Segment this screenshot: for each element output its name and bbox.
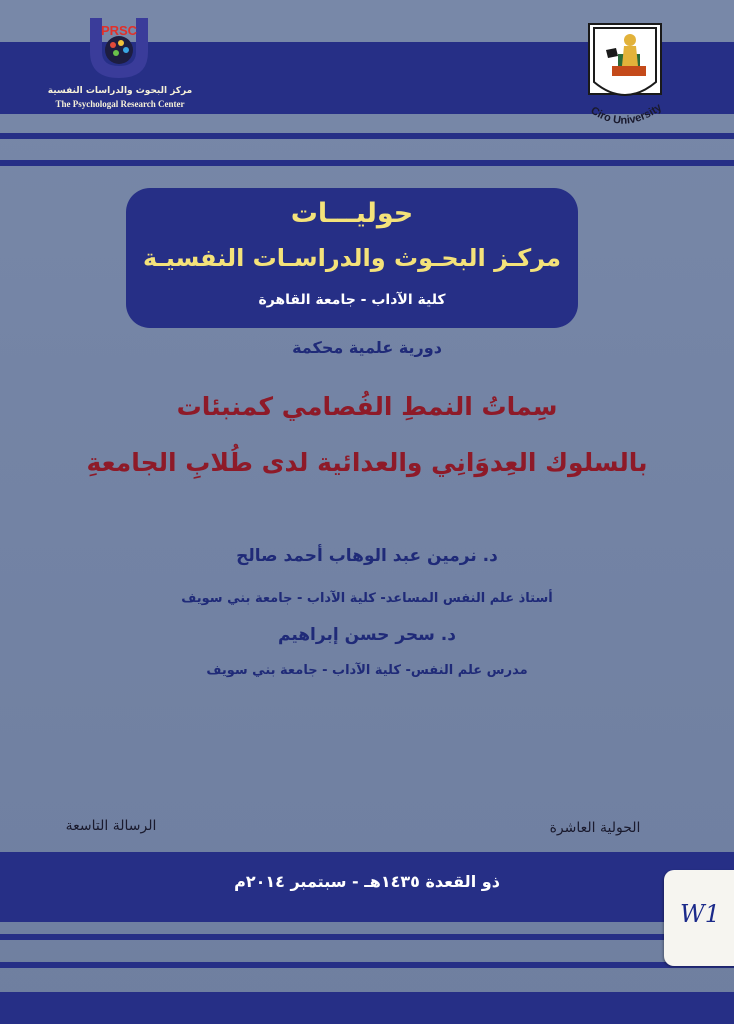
journal-title: حوليـــات	[290, 198, 414, 229]
cairo-university-logo	[586, 20, 666, 130]
svg-text:Ciro University	[588, 101, 664, 127]
bottom-edge-band	[0, 992, 734, 1024]
library-sticker	[664, 870, 734, 966]
footer-stripe	[0, 962, 734, 968]
peer-reviewed-label: دورية علمية محكمة	[292, 338, 442, 357]
author-1-affiliation: أستاذ علم النفس المساعد- كلية الآداب - جامعة بني سويف	[181, 591, 553, 606]
journal-subtitle: مركـز البحـوث والدراسـات النفسيـة	[143, 244, 561, 272]
research-title-line1: سِماتُ النمطِ الفُصامي كمنبئات	[176, 392, 558, 421]
faculty-line: كلية الآداب - جامعة القاهرة	[258, 292, 446, 308]
issue-date: ذو القعدة ١٤٣٥هـ - سبتمبر ٢٠١٤م	[234, 872, 500, 891]
research-title-line2: بالسلوك العِدوَانِي والعدائية لدى طُلابِ الجامعةِ	[86, 448, 648, 477]
footer-stripe	[0, 934, 734, 940]
author-2-name: د. سحر حسن إبراهيم	[277, 625, 456, 645]
journal-title-box	[126, 188, 578, 328]
annual-number: الحولية العاشرة	[549, 820, 641, 836]
sticker-handwriting: W1	[680, 900, 720, 928]
header-stripe	[0, 160, 734, 166]
author-1-name: د. نرمين عبد الوهاب أحمد صالح	[236, 546, 498, 566]
issue-number: الرسالة التاسعة	[65, 818, 157, 834]
cairo-university-label: Ciro University	[588, 101, 665, 127]
prsc-name-english: The Psychologal Research Center	[55, 99, 185, 109]
prsc-logo	[80, 12, 158, 84]
author-2-affiliation: مدرس علم النفس- كلية الآداب - جامعة بني سويف	[206, 663, 528, 678]
header-stripe	[0, 133, 734, 139]
prsc-logo-text: PRSC	[100, 23, 138, 38]
prsc-name-arabic: مركز البحوث والدراسات النفسية	[47, 86, 193, 96]
